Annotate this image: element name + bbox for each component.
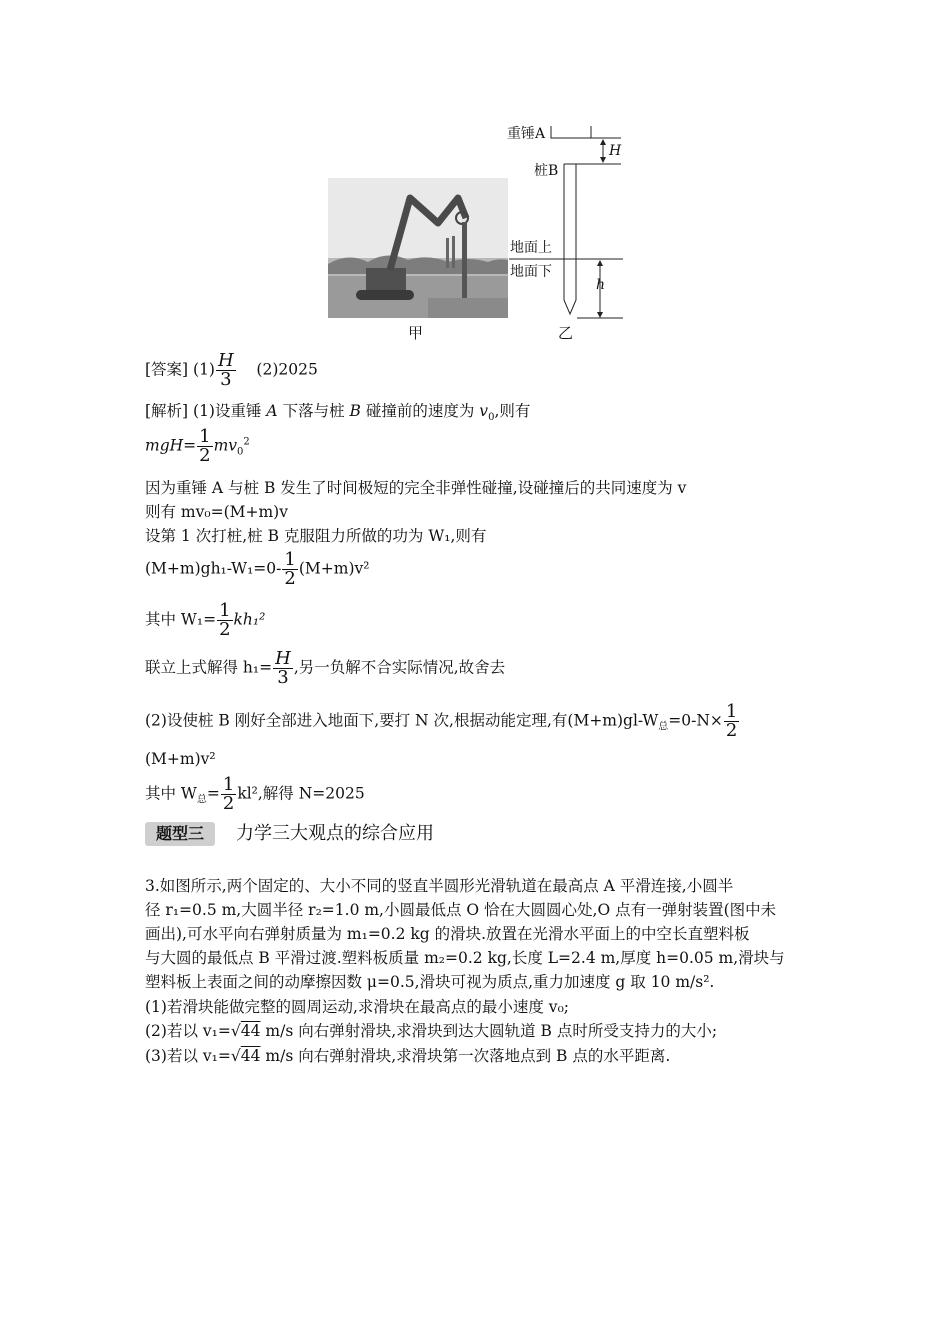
t: 0 <box>237 446 244 458</box>
equation-5 <box>145 703 740 740</box>
t: = <box>206 784 220 803</box>
problem-line-4: 与大圆的最低点 B 平滑过渡.塑料板质量 m₂=0.2 kg,长度 L=2.4 m,厚度 h=0.05 m,滑块与 <box>145 949 785 967</box>
t: 下落与桩 <box>282 402 345 420</box>
t: (3)若以 v₁= <box>145 1047 231 1065</box>
problem-line-3: 画出),可水平向右弹射质量为 m₁=0.2 kg 的滑块.放置在光滑水平面上的中空长直塑料板 <box>145 925 750 943</box>
fraction <box>724 703 739 740</box>
t: ,另一负解不合实际情况,故舍去 <box>293 658 506 677</box>
t: A <box>266 402 278 420</box>
t: v <box>479 402 489 420</box>
t: ,则有 <box>494 402 531 420</box>
photo-caption: 甲 <box>408 324 424 342</box>
t: m/s 向右弹射滑块,求滑块到达大圆轨道 B 点时所受支持力的大小; <box>260 1022 718 1040</box>
problem-line-5: 塑料板上表面之间的动摩擦因数 μ=0.5,滑块可视为质点,重力加速度 g 取 10 m/s². <box>145 973 715 991</box>
frac-num: H <box>217 350 234 371</box>
equation-3 <box>145 602 265 639</box>
t: 其中 W <box>145 784 197 803</box>
t: 1 <box>284 549 296 570</box>
t: 1 <box>199 426 211 447</box>
t: 联立上式解得 h₁= <box>145 658 273 677</box>
t: kl²,解得 N=2025 <box>237 784 365 803</box>
t: 总 <box>196 794 207 806</box>
fraction <box>197 428 212 465</box>
answer-prefix: [答案] (1) <box>145 360 215 379</box>
analysis-line-5: 设第 1 次打桩,桩 B 克服阻力所做的功为 W₁,则有 <box>145 527 487 545</box>
analysis-line-3: 因为重锤 A 与桩 B 发生了时间极短的完全非弹性碰撞,设碰撞后的共同速度为 v <box>145 479 687 497</box>
answer-fraction <box>216 352 236 389</box>
t: =0-N× <box>668 711 723 730</box>
analysis-line-1 <box>145 400 530 429</box>
t: 其中 W₁= <box>145 610 217 629</box>
frac-den: 3 <box>220 369 232 390</box>
diagram-caption: 乙 <box>558 324 574 342</box>
t: 2 <box>222 793 235 814</box>
t: (M+m)gh₁-W₁=0- <box>145 559 282 578</box>
pile-label: 桩B <box>534 163 559 179</box>
question-2: (2)若以 v₁=√44 m/s 向右弹射滑块,求滑块到达大圆轨道 B 点时所受支持力的大小; <box>145 1022 718 1040</box>
t: (2)设使桩 B 刚好全部进入地面下,要打 N 次,根据动能定理,有(M+m)gl-W <box>145 711 659 730</box>
equation-4 <box>145 650 505 687</box>
t: 总 <box>658 721 669 733</box>
t: 0 <box>488 412 495 424</box>
t: 1 <box>222 774 235 795</box>
t: 2 <box>725 720 738 741</box>
fraction <box>273 650 293 687</box>
question-3: (3)若以 v₁=√44 m/s 向右弹射滑块,求滑块第一次落地点到 B 点的水平距离. <box>145 1047 671 1065</box>
equation-5-cont: (M+m)v² <box>145 750 216 768</box>
answer-line <box>145 352 318 389</box>
t: mv <box>213 436 238 455</box>
t: 2 <box>284 568 296 589</box>
above-ground-label: 地面上 <box>510 240 552 256</box>
t: [解析] (1)设重锤 <box>145 402 262 420</box>
t: 碰撞前的速度为 <box>365 402 475 420</box>
h-bottom-label: h <box>596 277 606 293</box>
answer-part2: (2)2025 <box>256 360 318 379</box>
t: 44 <box>240 1022 261 1040</box>
equation-1 <box>145 428 250 465</box>
section-tag: 题型三 <box>145 822 215 846</box>
t: mgH= <box>145 436 197 455</box>
fraction <box>282 551 297 588</box>
t: 2 <box>243 436 250 448</box>
fraction <box>221 776 236 813</box>
problem-line-1: 3.如图所示,两个固定的、大小不同的竖直半圆形光滑轨道在最高点 A 平滑连接,小圆半 <box>145 877 734 895</box>
t: m/s 向右弹射滑块,求滑块第一次落地点到 B 点的水平距离. <box>260 1047 671 1065</box>
t: (M+m)v² <box>298 559 370 578</box>
equation-6 <box>145 776 365 813</box>
problem-line-2: 径 r₁=0.5 m,大圆半径 r₂=1.0 m,小圆最低点 O 恰在大圆圆心处,O 点有一弹射装置(图中未 <box>145 901 777 919</box>
h-top-label: H <box>609 143 622 159</box>
t: 2 <box>219 619 231 640</box>
t: 2 <box>199 445 211 466</box>
t: 44 <box>240 1047 261 1065</box>
below-ground-label: 地面下 <box>510 264 552 280</box>
t: (2)若以 v₁= <box>145 1022 231 1040</box>
t: H <box>275 648 291 669</box>
t: B <box>349 402 361 420</box>
fraction <box>217 602 232 639</box>
t: 1 <box>219 600 231 621</box>
analysis-line-4: 则有 mv₀=(M+m)v <box>145 503 288 521</box>
pile-driver-photo <box>328 178 508 318</box>
section-title: 力学三大观点的综合应用 <box>236 823 434 844</box>
question-1: (1)若滑块能做完整的圆周运动,求滑块在最高点的最小速度 v₀; <box>145 998 570 1016</box>
equation-2 <box>145 551 369 588</box>
t: 1 <box>725 701 738 722</box>
hammer-label: 重锤A <box>507 126 546 142</box>
t: 3 <box>277 667 289 688</box>
t: kh₁² <box>233 610 266 629</box>
